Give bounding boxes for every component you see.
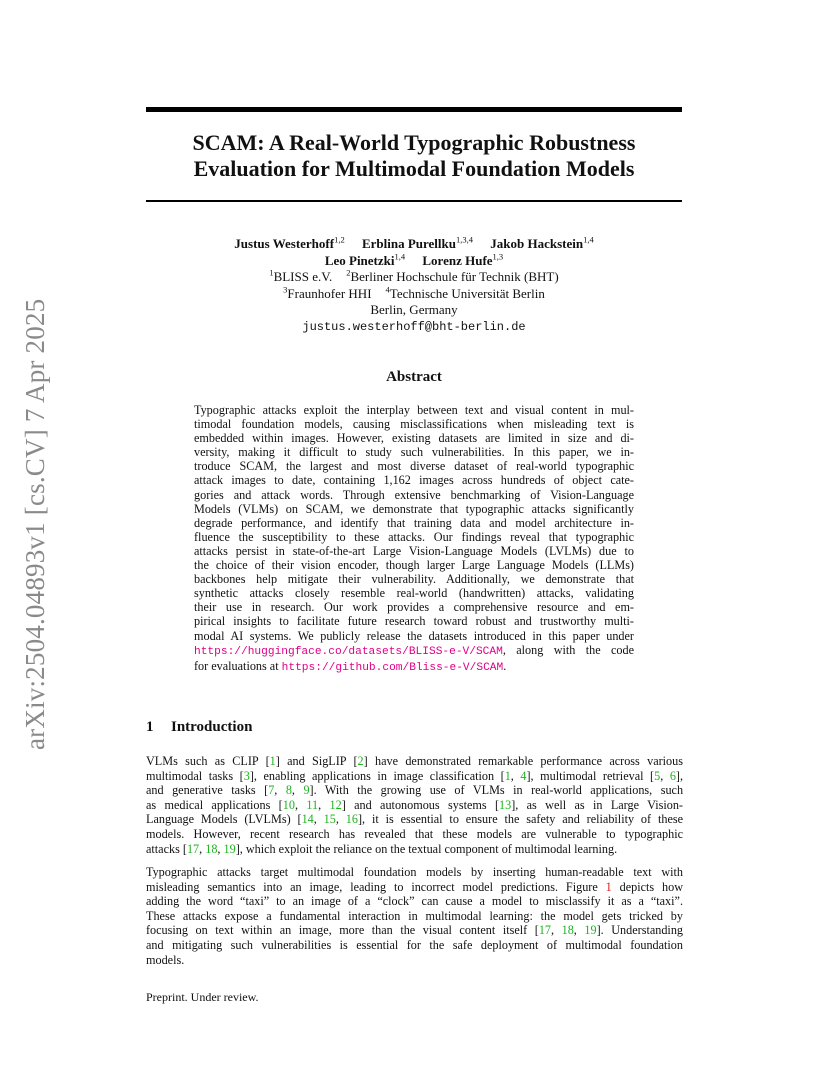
paragraph-line: models. However, recent research has revealed that these models are vulnerable to typographic [146, 826, 683, 841]
citation-link[interactable]: 3 [243, 768, 250, 783]
abstract-line: attacks persist in state-of-the-art Large Vision-Language Models (LVLMs) due to [194, 543, 634, 558]
code-link[interactable]: https://github.com/Bliss-e-V/SCAM [281, 661, 504, 674]
location: Berlin, Germany [370, 302, 458, 317]
paragraph-line: attacks [17, 18, 19], which exploit the reliance on the textual component of multimodal learning. [146, 841, 618, 856]
citation-link[interactable]: 15 [323, 812, 336, 827]
affiliation-row: $^1$BLISS e.V. $^2$Berliner Hochschule für Technik (BHT) [269, 267, 559, 284]
citation-link[interactable]: 14 [301, 812, 314, 827]
arxiv-stamp: arXiv:2504.04893v1 [cs.CV] 7 Apr 2025 [20, 298, 50, 750]
citation-link[interactable]: 17 [186, 841, 200, 856]
citation-link[interactable]: 1 [504, 768, 511, 783]
paragraph-line: focusing on text within an image, more than the visual content itself [17, 18, 19]. Understanding [146, 923, 684, 938]
citation-link[interactable]: 19 [584, 923, 597, 938]
abstract-line: their use in research. Our work provides a comprehensive resource and em- [194, 600, 634, 615]
paragraph-line: as medical applications [10, 11, 12] and autonomous systems [13], as well as in Large Vision- [146, 797, 683, 812]
author-name: Erblina Purellku [361, 236, 456, 251]
author-name: Lorenz Hufe [422, 252, 493, 268]
section-heading [146, 719, 252, 736]
citation-link[interactable]: 9 [303, 783, 310, 798]
abstract-heading: Abstract [386, 369, 442, 385]
section-title: Introduction [171, 719, 253, 735]
citation-link[interactable]: 16 [345, 812, 358, 827]
citation-link[interactable]: 17 [538, 923, 551, 938]
paragraph-line: and generative tasks [7, 8, 9]. With the growing use of VLMs in real-world applications, such [146, 783, 684, 798]
author-name: Jakob Hackstein [490, 236, 584, 251]
paragraph-line: adding the word “taxi” to an image of a “clock” can cause a model to misclassify it as a “taxi”. [146, 894, 683, 909]
abstract-line: fluence the susceptibility to these attacks. Our findings reveal that typographic [194, 529, 634, 544]
paragraph-line: Typographic attacks target multimodal foundation models by inserting human-readable text with [146, 865, 683, 879]
citation-link[interactable]: 13 [499, 797, 512, 812]
author-row: Justus Westerhoff$^{1,2}$ Erblina Purellku$^{1,3,4}$ Jakob Hackstein$^{1,4}$ [234, 234, 594, 251]
abstract-line: gories and attack words. Through extensive benchmarking of Vision-Language [194, 487, 634, 502]
title-line: Evaluation for Multimodal Foundation Models [193, 156, 635, 181]
abstract-line: backbones help mitigate their vulnerability. Additionally, we demonstrate that [194, 572, 634, 587]
citation-link[interactable]: 12 [329, 797, 342, 812]
title-bottom-rule [146, 200, 682, 202]
citation-link[interactable]: 10 [282, 797, 295, 812]
author-block [146, 236, 682, 335]
affiliation: Berliner Hochschule für Technik (BHT) [350, 269, 559, 284]
paragraph-line: models. [146, 952, 185, 967]
affiliation-row: $^3$Fraunhofer HHI $^4$Technische Universität Berlin [283, 284, 545, 301]
citation-link[interactable]: 5 [654, 768, 661, 783]
citation-link[interactable]: 11 [306, 797, 319, 812]
abstract-line: synthetic attacks closely resemble real-world (handwritten) attacks, validating [194, 586, 634, 601]
abstract-line: Models (VLMs) on SCAM, we demonstrate that typographic attacks significantly [194, 501, 634, 516]
citation-link[interactable]: 19 [223, 841, 236, 856]
abstract-line: timodal foundation models, causing misclassifications when misleading text is [194, 417, 634, 432]
paper-title [146, 130, 682, 182]
author-name: Justus Westerhoff [234, 236, 335, 251]
abstract-line: Typographic attacks exploit the interplay between text and visual content in mul- [194, 403, 634, 417]
intro-paragraph-2 [146, 865, 683, 967]
footer-note: Preprint. Under review. [146, 990, 259, 1004]
paragraph-line: VLMs such as CLIP [1] and SigLIP [2] have demonstrated remarkable performance across various [146, 754, 683, 768]
citation-link[interactable]: 7 [268, 783, 275, 798]
citation-link[interactable]: 18 [561, 923, 574, 938]
abstract-body [194, 403, 634, 675]
citation-link[interactable]: 4 [520, 768, 527, 783]
author-name: Leo Pinetzki [324, 252, 395, 268]
citation-link[interactable]: 6 [669, 768, 676, 783]
citation-link[interactable]: 8 [285, 783, 292, 798]
abstract-line: versity, making it difficult to study such vulnerabilities. In this paper, we in- [194, 445, 634, 460]
paragraph-line: misleading semantics into an image, leading to incorrect model predictions. Figure 1 depicts how [146, 879, 684, 894]
section-number: 1 [146, 719, 154, 735]
arxiv-sidebar [20, 290, 64, 750]
abstract-line: modal AI systems. We publicly release the datasets introduced in this paper under [194, 628, 634, 643]
citation-link[interactable]: 1 [269, 754, 276, 768]
abstract-line: the choice of their vision encoder, though larger Large Language Models (LLMs) [194, 558, 634, 573]
affiliation: BLISS e.V. [273, 269, 333, 284]
paragraph-line: These attacks expose a fundamental interaction in multimodal learning: the model gets tricked by [146, 908, 683, 923]
dataset-link[interactable]: https://huggingface.co/datasets/BLISS-e-V/SCAM [194, 645, 503, 658]
abstract-line: troduce SCAM, the largest and most diverse dataset of real-world typographic [194, 459, 634, 474]
paragraph-line: multimodal tasks [3], enabling applications in image classification [1, 4], multimodal retrieval [5, 6], [146, 768, 684, 783]
abstract-line: attack images to date, containing 1,162 images across hundreds of object cate- [194, 473, 634, 488]
figure-link[interactable]: 1 [605, 879, 612, 894]
citation-link[interactable]: 2 [357, 754, 364, 768]
title-line: SCAM: A Real-World Typographic Robustness [192, 130, 636, 155]
affiliation: Technische Universität Berlin [389, 285, 545, 301]
abstract-line: pirical insights to facilitate future research toward robust and trustworthy multi- [194, 614, 634, 629]
abstract-line: embedded within images. However, existing datasets are limited in size and di- [194, 431, 634, 446]
intro-paragraph-1 [146, 754, 683, 856]
abstract-line: for evaluations at https://github.com/Bliss-e-V/SCAM. [194, 658, 507, 674]
abstract-line: https://huggingface.co/datasets/BLISS-e-V/SCAM, along with the code [194, 642, 634, 658]
citation-link[interactable]: 18 [205, 841, 218, 856]
author-row: Leo Pinetzki$^{1,4}$ Lorenz Hufe$^{1,3}$ [324, 251, 504, 268]
title-top-rule [146, 107, 682, 112]
paragraph-line: and mitigating such vulnerabilities is essential for the safe deployment of multimodal foundation [146, 937, 683, 952]
paragraph-line: Language Models (LVLMs) [14, 15, 16], it is essential to ensure the safety and reliability of these [146, 812, 684, 827]
contact-email[interactable]: justus.westerhoff@bht-berlin.de [302, 319, 526, 334]
affiliation: Fraunhofer HHI [287, 285, 372, 301]
abstract-line: degrade performance, and identify that training data and model architecture in- [194, 515, 634, 530]
